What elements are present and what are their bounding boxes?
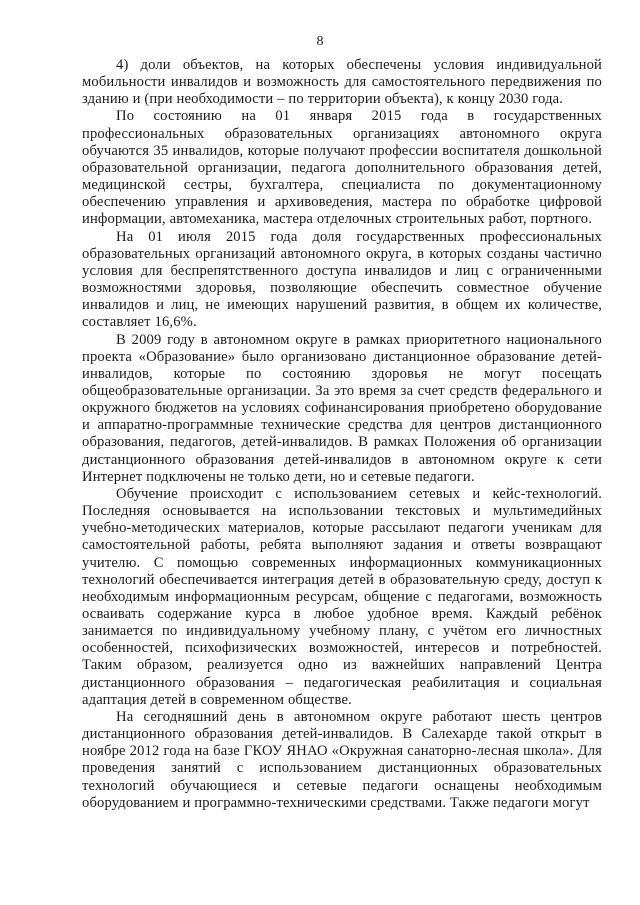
paragraph-learning-technologies: Обучение происходит с использованием сетевых и кейс-технологий. Последняя основывается на использовании текстовых и мультимедийных учебно-методических материалов, которые рассылают педагоги ученикам для самостоятельной работы, ребята выполняют задания и ответы возвращают учителю. С помощью современных информационных коммуникационных технологий обеспечивается интеграция детей в образовательную среду, доступ к необходимым информационным ресурсам, общение с педагогами, возможность осваивать содержание курса в любое удобное время. Каждый ребёнок занимается по индивидуальному учебному плану, с учётом его личностных особенностей, психофизических возможностей, интересов и потребностей. Таким образом, реализуется одно из важнейших направлений Центра дистанционного образования – педагогическая реабилитация и социальная адаптация детей в современном обществе. <box>82 485 602 708</box>
page-number: 8 <box>316 34 324 49</box>
paragraph-accessibility-share: На 01 июля 2015 года доля государственных профессиональных образовательных организаций автономного округа, в которых созданы частично условия для беспрепятственного доступа инвалидов и лиц с ограниченными возможностями здоровья, позволяющие обеспечить совместное обучение инвалидов и лиц, не имеющих нарушений развития, в общем их количестве, составляет 16,6%. <box>82 228 602 331</box>
paragraph-distance-centers: На сегодняшний день в автономном округе работают шесть центров дистанционного образования детей-инвалидов. В Салехарде такой открыт в ноябре 2012 года на базе ГКОУ ЯНАО «Окружная санаторно-лесная школа». Для проведения занятий с использованием дистанционных образовательных технологий обучающиеся и сетевые педагоги оснащены необходимым оборудованием и программно-техническими средствами. Также педагоги могут <box>82 708 602 811</box>
document-body <box>82 57 602 812</box>
paragraph-distance-education-history: В 2009 году в автономном округе в рамках приоритетного национального проекта «Образование» было организовано дистанционное образование детей-инвалидов, которые по состоянию здоровья не могут посещать общеобразовательные организации. За это время за счет средств федерального и окружного бюджетов на условиях софинансирования приобретено оборудование и аппаратно-программные технические средства для центров дистанционного образования, педагогов, детей-инвалидов. В рамках Положения об организации дистанционного образования детей-инвалидов в автономном округе к сети Интернет подключены не только дети, но и сетевые педагоги. <box>82 331 602 485</box>
paragraph-disabled-students: По состоянию на 01 января 2015 года в государственных профессиональных образовательных организациях автономного округа обучаются 35 инвалидов, которые получают профессии воспитателя дошкольной образовательной организации, педагога дополнительного образования детей, медицинской сестры, бухгалтера, специалиста по документационному обеспечению управления и архивоведения, мастера по обработке цифровой информации, автомеханика, мастера отделочных строительных работ, портного. <box>82 108 602 228</box>
paragraph-mobility-indicator: 4) доли объектов, на которых обеспечены условия индивидуальной мобильности инвалидов и возможность для самостоятельного передвижения по зданию и (при необходимости – по территории объекта), к концу 2030 года. <box>82 57 602 108</box>
